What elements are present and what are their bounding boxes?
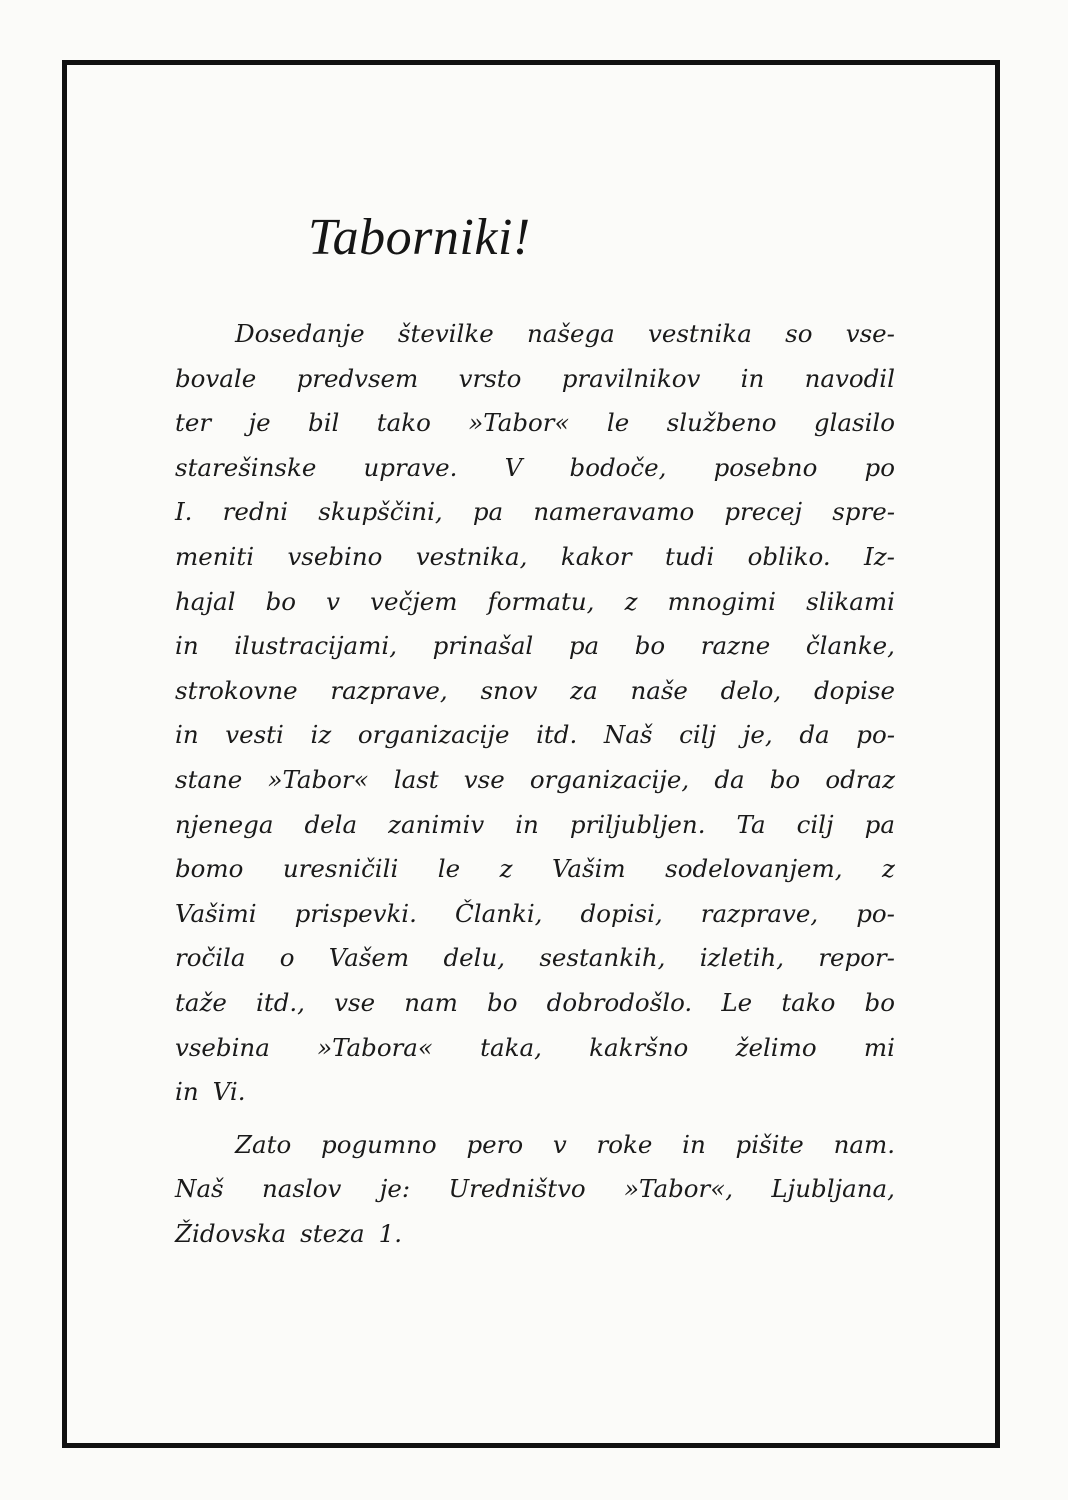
text-line xyxy=(175,981,895,1026)
word: slikami xyxy=(806,586,895,616)
word: odraz xyxy=(825,764,895,794)
word: redni xyxy=(222,497,289,527)
text-line xyxy=(175,1123,895,1168)
word: steza xyxy=(300,1218,365,1248)
word: nam. xyxy=(833,1129,895,1159)
text-line xyxy=(175,892,895,937)
word: pišite xyxy=(735,1129,804,1159)
word: priljubljen. xyxy=(569,809,706,839)
word: Vi. xyxy=(212,1077,246,1107)
word: Naš xyxy=(603,720,653,750)
word: tudi xyxy=(665,541,715,571)
word: z xyxy=(882,854,895,884)
word: Vašim xyxy=(551,854,626,884)
word: pa xyxy=(568,631,600,661)
text-line xyxy=(175,312,895,357)
word: uresničili xyxy=(282,854,399,884)
word: našega xyxy=(526,319,615,348)
word: »Tabor« xyxy=(468,408,570,438)
text-line xyxy=(175,847,895,892)
word: njenega xyxy=(175,809,274,839)
text-line xyxy=(175,401,895,446)
text-line xyxy=(175,1167,895,1212)
word: organizacije, xyxy=(529,764,690,794)
word: delo, xyxy=(720,675,782,705)
word: mnogimi xyxy=(667,586,777,616)
word: posebno xyxy=(713,452,818,482)
word: meniti xyxy=(175,541,255,571)
word: Ta xyxy=(736,809,766,839)
word: razprave, xyxy=(700,898,819,928)
word: bo xyxy=(487,987,518,1017)
word: prinašal xyxy=(432,631,534,661)
word: le xyxy=(606,408,630,438)
word: pa xyxy=(864,809,895,839)
word: po- xyxy=(856,720,895,750)
word: organizacije xyxy=(357,720,510,750)
word: vrsto xyxy=(458,363,522,393)
word: prispevki. xyxy=(294,898,417,928)
word: naslov xyxy=(262,1174,342,1204)
word: da xyxy=(714,764,745,794)
word: Židovska xyxy=(175,1218,287,1248)
word: vse xyxy=(463,764,505,794)
word: Naš xyxy=(175,1174,224,1204)
word: želimo xyxy=(735,1032,817,1062)
word: bodoče, xyxy=(569,452,667,482)
word: Vašimi xyxy=(175,898,257,928)
word: pogumno xyxy=(321,1129,437,1159)
word: taže xyxy=(175,987,227,1017)
word: za xyxy=(570,675,598,705)
word: dobrodošlo. xyxy=(546,987,693,1017)
word: in xyxy=(515,809,539,839)
word: le xyxy=(437,854,461,884)
text-line xyxy=(175,936,895,981)
word: precej xyxy=(724,497,803,527)
word: v xyxy=(552,1129,567,1159)
word: vesti xyxy=(225,720,284,750)
word: I. xyxy=(175,497,193,527)
word: dopise xyxy=(813,675,895,705)
word: snov xyxy=(480,675,538,705)
word: V xyxy=(504,452,523,482)
word: cilj xyxy=(796,809,834,839)
word: skupščini, xyxy=(318,497,443,527)
word: bil xyxy=(308,408,340,438)
word: po- xyxy=(856,898,895,928)
word: vse xyxy=(334,987,376,1017)
word: last xyxy=(393,764,439,794)
word: razprave, xyxy=(330,675,448,705)
word: naše xyxy=(630,675,688,705)
word: ilustracijami, xyxy=(234,631,398,661)
word: bo xyxy=(265,586,297,616)
word: Uredništvo xyxy=(448,1174,586,1204)
word: vsebino xyxy=(287,541,383,571)
word: dopisi, xyxy=(580,898,663,928)
word: »Tabora« xyxy=(317,1032,433,1062)
word: številke xyxy=(397,319,494,348)
word: in xyxy=(175,1077,199,1107)
word: so xyxy=(785,319,813,348)
text-line xyxy=(175,1026,895,1071)
word: Dosedanje xyxy=(235,319,365,348)
word: nam xyxy=(404,987,458,1017)
word: bo xyxy=(769,764,801,794)
word: navodil xyxy=(804,363,895,393)
text-line xyxy=(175,669,895,714)
word: vestnika, xyxy=(415,541,528,571)
text-line xyxy=(175,1212,895,1257)
word: vse- xyxy=(845,319,895,348)
word: kakor xyxy=(560,541,632,571)
word: in xyxy=(740,363,765,393)
word: bo xyxy=(864,987,895,1017)
word: Le xyxy=(721,987,753,1017)
word: bovale xyxy=(175,363,257,393)
word: bomo xyxy=(175,854,244,884)
word: Članki, xyxy=(455,898,543,928)
word: vsebina xyxy=(175,1032,270,1062)
word: z xyxy=(499,854,513,884)
word: kakršno xyxy=(589,1032,689,1062)
word: pravilnikov xyxy=(561,363,701,393)
word: pa xyxy=(472,497,504,527)
word: tako xyxy=(781,987,836,1017)
text-line xyxy=(175,1070,895,1115)
word: 1. xyxy=(378,1218,402,1248)
word: delu, xyxy=(443,943,506,973)
word: zanimiv xyxy=(388,809,485,839)
word: da xyxy=(799,720,830,750)
word: Iz- xyxy=(864,541,895,571)
word: ter xyxy=(175,408,212,438)
word: spre- xyxy=(832,497,895,527)
word: taka, xyxy=(480,1032,542,1062)
word: predvsem xyxy=(296,363,419,393)
word: »Tabor« xyxy=(267,764,369,794)
word: in xyxy=(175,631,199,661)
word: sestankih, xyxy=(539,943,666,973)
word: in xyxy=(682,1129,706,1159)
word: iz xyxy=(310,720,332,750)
word: Vašem xyxy=(328,943,410,973)
word: formatu, xyxy=(487,586,595,616)
word: glasilo xyxy=(813,408,895,438)
article-body xyxy=(175,312,895,1256)
text-line xyxy=(175,758,895,803)
word: mi xyxy=(863,1032,895,1062)
word: članke, xyxy=(805,631,895,661)
word: je xyxy=(248,408,271,438)
word: o xyxy=(279,943,295,973)
word: izletih, xyxy=(699,943,785,973)
page-title: Taborniki! xyxy=(308,209,531,266)
word: sodelovanjem, xyxy=(665,854,843,884)
word: hajal xyxy=(175,586,236,616)
text-line xyxy=(175,713,895,758)
word: itd., xyxy=(256,987,305,1017)
word: uprave. xyxy=(363,452,458,482)
word: »Tabor«, xyxy=(624,1174,734,1204)
word: je: xyxy=(379,1174,411,1204)
word: Ljubljana, xyxy=(771,1174,895,1204)
word: repor- xyxy=(818,943,895,973)
text-line xyxy=(175,535,895,580)
word: vestnika xyxy=(648,319,752,348)
word: tako xyxy=(376,408,431,438)
word: cilj xyxy=(679,720,717,750)
word: je, xyxy=(742,720,773,750)
word: razne xyxy=(700,631,771,661)
word: pero xyxy=(466,1129,524,1159)
word: itd. xyxy=(536,720,578,750)
word: dela xyxy=(304,809,358,839)
text-line xyxy=(175,580,895,625)
word: z xyxy=(624,586,638,616)
text-line xyxy=(175,624,895,669)
word: Zato xyxy=(235,1129,292,1159)
word: nameravamo xyxy=(533,497,695,527)
word: službeno xyxy=(666,408,777,438)
text-line xyxy=(175,490,895,535)
word: strokovne xyxy=(175,675,298,705)
word: starešinske xyxy=(175,452,317,482)
word: v xyxy=(326,586,340,616)
word: roke xyxy=(596,1129,653,1159)
word: po xyxy=(864,452,895,482)
word: stane xyxy=(175,764,243,794)
word: in xyxy=(175,720,199,750)
text-line xyxy=(175,357,895,402)
word: obliko. xyxy=(747,541,831,571)
word: ročila xyxy=(175,943,246,973)
text-line xyxy=(175,446,895,491)
text-line xyxy=(175,803,895,848)
word: bo xyxy=(634,631,666,661)
word: večjem xyxy=(370,586,458,616)
